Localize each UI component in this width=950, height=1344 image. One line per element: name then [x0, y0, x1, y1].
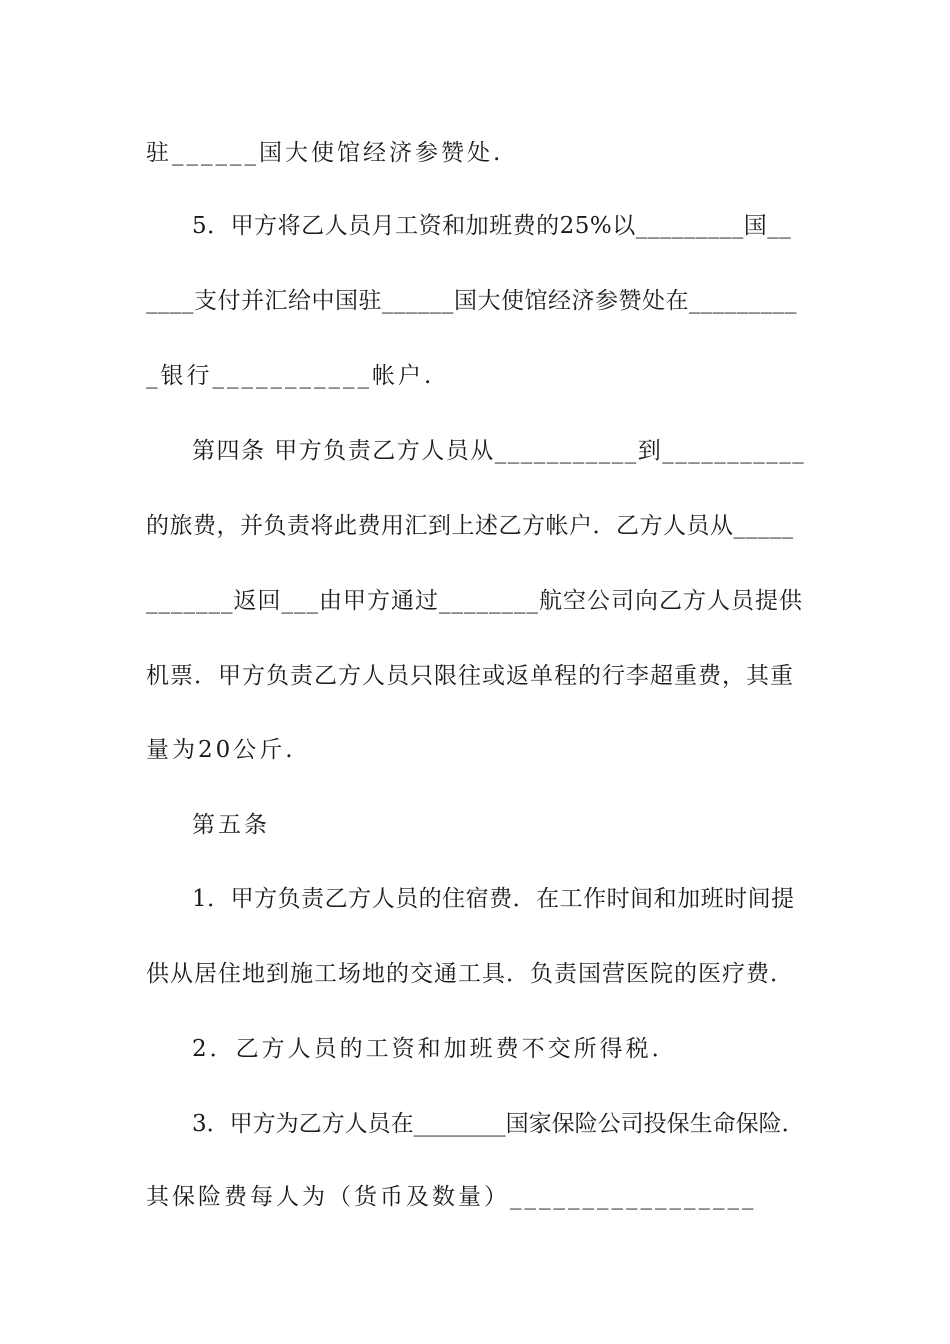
- text-line: 供从居住地到施工场地的交通工具．负责国营医院的医疗费．: [146, 961, 794, 987]
- text-line: 5．甲方将乙人员月工资和加班费的25%以_________国__: [192, 213, 792, 239]
- text-line: 第四条 甲方负责乙方人员从___________到___________: [192, 438, 806, 464]
- section-heading: 第五条: [192, 812, 270, 838]
- text-line: _银行___________帐户.: [146, 363, 435, 389]
- text-line: 驻______国大使馆经济参赞处.: [146, 140, 504, 166]
- text-line: 其保险费每人为（货币及数量）_________________: [146, 1184, 757, 1210]
- text-line: 3．甲方为乙方人员在________国家保险公司投保生命保险．: [192, 1111, 805, 1137]
- text-line: 机票．甲方负责乙方人员只限往或返单程的行李超重费，其重: [146, 663, 794, 689]
- text-line: 2．乙方人员的工资和加班费不交所得税．: [192, 1036, 678, 1062]
- text-line: _______返回___由甲方通过________航空公司向乙方人员提供: [146, 588, 803, 614]
- text-line: 的旅费，并负责将此费用汇到上述乙方帐户．乙方人员从_____: [146, 513, 794, 539]
- text-line: 量为20公斤.: [146, 737, 296, 763]
- text-line: ____支付并汇给中国驻______国大使馆经济参赞处在_________: [146, 288, 797, 314]
- text-line: 1．甲方负责乙方人员的住宿费．在工作时间和加班时间提: [192, 886, 795, 912]
